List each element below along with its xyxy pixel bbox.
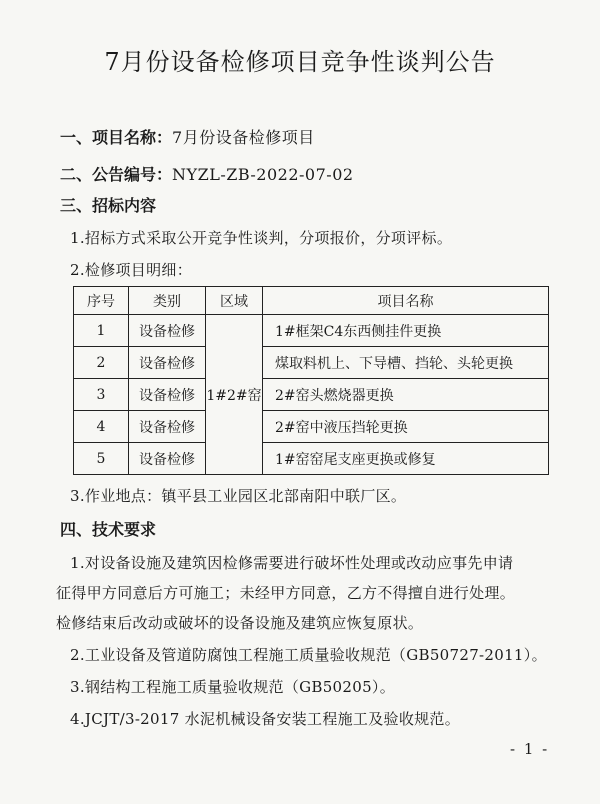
area-cell: 1#2#窑 (206, 315, 263, 475)
row-item-name: 2#窑中液压挡轮更换 (263, 411, 549, 443)
header-cell: 区域 (206, 287, 263, 315)
section-bid-content-heading: 三、招标内容 (60, 196, 157, 215)
header-cell: 类别 (129, 287, 206, 315)
requirement-1-line-3: 检修结束后改动或破坏的设备设施及建筑应恢复原状。 (56, 614, 424, 632)
row-category: 设备检修 (129, 411, 206, 443)
row-number: 4 (74, 411, 129, 443)
section-label: 二、公告编号： (60, 165, 173, 184)
row-category: 设备检修 (129, 347, 206, 379)
row-item-name: 1#窑窑尾支座更换或修复 (263, 443, 549, 475)
table-row (74, 443, 549, 475)
section-technical-requirements-heading: 四、技术要求 (60, 520, 157, 539)
requirement-3: 3.钢结构工程施工质量验收规范（GB50205）。 (70, 678, 396, 696)
row-item-name: 1#框架C4东西侧挂件更换 (263, 315, 549, 347)
row-number: 3 (74, 379, 129, 411)
row-number: 5 (74, 443, 129, 475)
table-row (74, 379, 549, 411)
page-number: - 1 - (510, 740, 550, 758)
row-number: 1 (74, 315, 129, 347)
requirement-1-line-2: 征得甲方同意后方可施工；未经甲方同意，乙方不得擅自进行处理。 (56, 584, 516, 602)
requirement-4: 4.JCJT/3-2017 水泥机械设备安装工程施工及验收规范。 (70, 710, 461, 728)
section-project-name (60, 125, 315, 148)
bid-method-text: 1.招标方式采取公开竞争性谈判，分项报价，分项评标。 (70, 229, 453, 247)
project-name-value: 7月份设备检修项目 (172, 128, 315, 147)
section-label: 一、项目名称： (60, 128, 173, 147)
row-category: 设备检修 (129, 443, 206, 475)
maintenance-items-table (73, 286, 549, 475)
page-title: 7月份设备检修项目竞争性谈判公告 (104, 48, 496, 76)
section-notice-number (60, 162, 354, 185)
requirement-1-line-1: 1.对设备设施及建筑因检修需要进行破坏性处理或改动应事先申请 (70, 554, 514, 572)
table-row (74, 315, 549, 347)
item-detail-label: 2.检修项目明细： (70, 261, 193, 279)
row-category: 设备检修 (129, 379, 206, 411)
row-item-name: 煤取料机上、下导槽、挡轮、头轮更换 (263, 347, 549, 379)
requirement-2: 2.工业设备及管道防腐蚀工程施工质量验收规范（GB50727-2011）。 (70, 646, 547, 664)
header-cell: 项目名称 (263, 287, 549, 315)
table-row (74, 411, 549, 443)
row-number: 2 (74, 347, 129, 379)
table-row (74, 347, 549, 379)
row-category: 设备检修 (129, 315, 206, 347)
header-cell: 序号 (74, 287, 129, 315)
work-location-text: 3.作业地点：镇平县工业园区北部南阳中联厂区。 (70, 487, 407, 505)
table-header-row (74, 287, 549, 315)
row-item-name: 2#窑头燃烧器更换 (263, 379, 549, 411)
notice-number-value: NYZL-ZB-2022-07-02 (172, 165, 354, 184)
